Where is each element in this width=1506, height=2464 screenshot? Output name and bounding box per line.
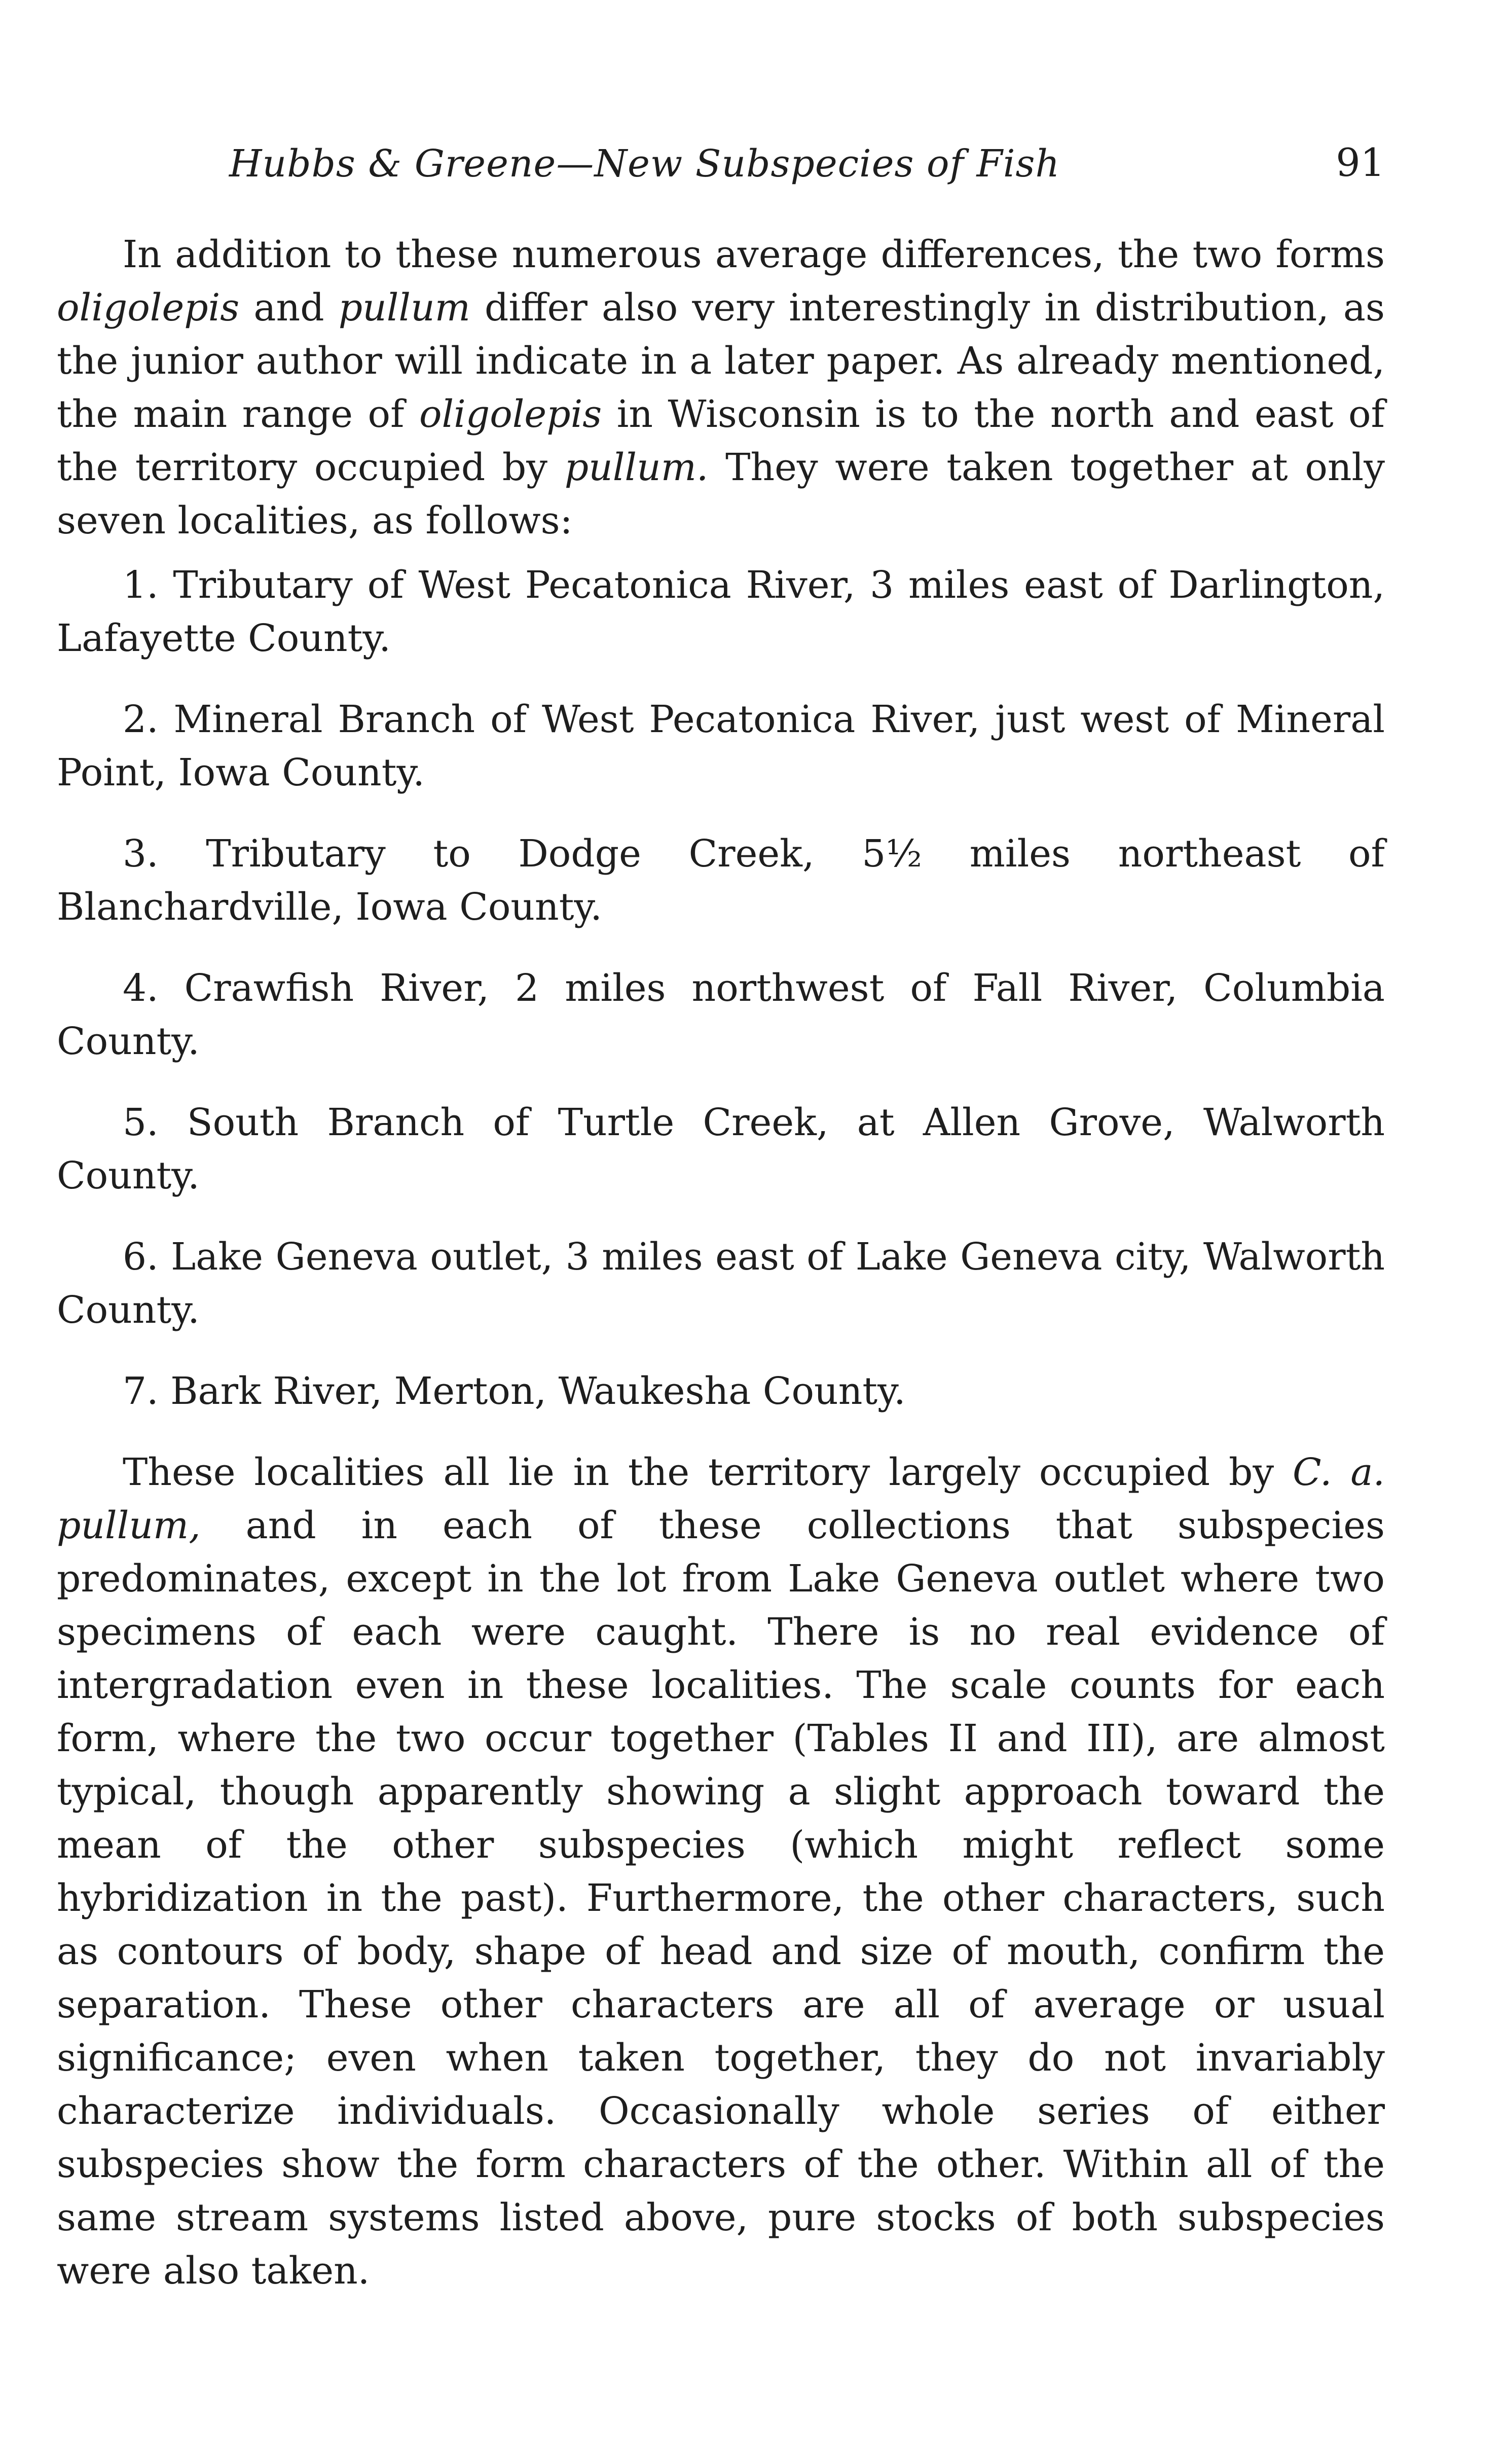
intro-text-4: in Wisconsin is to the north and east of the territory occupied by [57,392,1385,489]
locality-item: 1. Tributary of West Pecatonica River, 3 miles east of Darlington, Lafayette County. [57,563,1385,660]
localities-list [57,559,1385,1418]
intro-text-5: They were taken together at only seven localities, as follows: [57,446,1385,542]
closing-text-2: and in each of these collections that subspecies predominates, except in the lot from Lake Geneva outlet where two specimens of each were caught. There is no real evidence of intergradation even in these localities. The scale counts for each form, where the two occur together (Tables II and III), are almost typical, though apparently showing a slight approach toward the mean of the other subspecies (which might reflect some hybridization in the past). Furthermore, the other characters, such as contours of body, shape of head and size of mouth, confirm the separation. These other characters are all of average or usual significance; even when taken together, they do not invariably characterize individuals. Occasionally whole series of either subspecies show the form characters of the other. Within all of the same stream systems listed above, pure stocks of both subspecies were also taken. [57,1504,1385,2293]
locality-item: 6. Lake Geneva outlet, 3 miles east of Lake Geneva city, Walworth County. [57,1235,1385,1332]
intro-text-3: differ also very interestingly in distribution, as the junior author will indicate in a later paper. As already mentioned, the main range of [57,286,1385,436]
taxon-oligolepis: oligolepis [419,392,602,436]
closing-paragraph [57,1446,1385,2298]
locality-item: 7. Bark River, Merton, Waukesha County. [123,1369,906,1413]
taxon-c-a-pullum: C. a. pullum, [57,1451,1385,1547]
intro-paragraph [57,228,1385,548]
document-page [57,127,1385,2298]
page-number: 91 [1336,140,1385,185]
intro-text-2: and [239,286,339,330]
running-title: Hubbs & Greene—New Subspecies of Fish [229,142,1060,186]
locality-item: 2. Mineral Branch of West Pecatonica River, just west of Mineral Point, Iowa County. [57,698,1385,794]
taxon-pullum: pullum. [564,446,709,489]
taxon-pullum: pullum [338,286,470,330]
body-text [57,228,1385,2298]
closing-text-1: These localities all lie in the territory largely occupied by [123,1451,1293,1494]
locality-item: 4. Crawfish River, 2 miles northwest of Fall River, Columbia County. [57,966,1385,1063]
running-header [57,127,1385,198]
intro-text-1: In addition to these numerous average differences, the two forms [123,233,1385,276]
taxon-oligolepis: oligolepis [57,286,240,330]
locality-item: 3. Tributary to Dodge Creek, 5½ miles northeast of Blanchardville, Iowa County. [57,832,1385,929]
locality-item: 5. South Branch of Turtle Creek, at Allen Grove, Walworth County. [57,1101,1385,1198]
